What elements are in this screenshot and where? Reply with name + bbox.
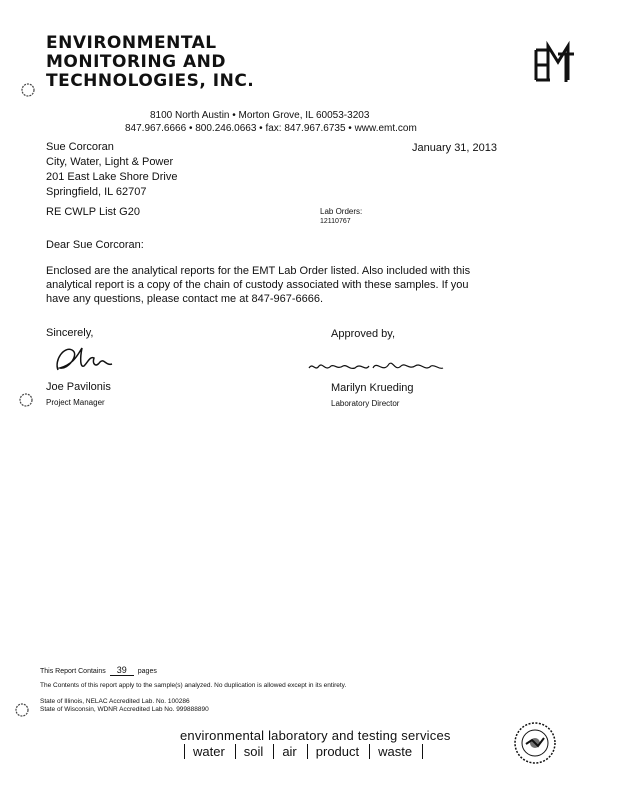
lab-orders-label: Lab Orders: [320, 207, 363, 216]
letter-body [46, 264, 470, 306]
category-soil: soil [235, 744, 274, 759]
body-line: Enclosed are the analytical reports for the EMT Lab Order listed. Also included with this [46, 265, 471, 277]
pages-count: 39 [110, 665, 134, 676]
recipient-line: 201 East Lake Shore Drive [46, 171, 178, 183]
certification-line: State of Illinois, NELAC Accredited Lab. No. 100286 [40, 698, 190, 705]
category-waste: waste [369, 744, 423, 759]
accreditation-seal-icon [512, 720, 558, 766]
punch-hole-icon [14, 702, 30, 718]
closing-approved: Approved by, [331, 328, 396, 340]
company-name [46, 34, 254, 91]
signature-krueding-icon [305, 354, 445, 378]
certification-line: State of Wisconsin, WDNR Accredited Lab No. 999888890 [40, 706, 209, 713]
re-line: RE CWLP List G20 [46, 206, 140, 218]
recipient-block [46, 140, 177, 200]
salutation: Dear Sue Corcoran: [46, 239, 144, 251]
closing-sincerely: Sincerely, [46, 327, 94, 339]
signer-name: Marilyn Krueding [331, 382, 414, 394]
company-line-1: ENVIRONMENTAL [46, 33, 217, 53]
page-count-line [40, 665, 157, 676]
company-line-3: TECHNOLOGIES, INC. [46, 71, 255, 91]
recipient-line: City, Water, Light & Power [46, 156, 174, 168]
signer-name: Joe Pavilonis [46, 381, 111, 393]
pages-prefix: This Report Contains [40, 668, 106, 675]
services-tagline: environmental laboratory and testing services [180, 728, 451, 743]
recipient-line: Sue Corcoran [46, 141, 114, 153]
lab-orders-number: 12110767 [320, 218, 351, 225]
punch-hole-icon [20, 82, 36, 98]
recipient-line: Springfield, IL 62707 [46, 186, 147, 198]
signer-title: Project Manager [46, 398, 105, 407]
category-air: air [273, 744, 306, 759]
category-water: water [184, 744, 235, 759]
category-product: product [307, 744, 369, 759]
company-address: 8100 North Austin • Morton Grove, IL 60053-3203 [150, 110, 370, 121]
certifications [40, 698, 209, 714]
company-phones: 847.967.6666 • 800.246.0663 • fax: 847.967.6735 • www.emt.com [125, 123, 417, 134]
body-line: analytical report is a copy of the chain of custody associated with these samples. If you [46, 279, 469, 291]
emt-logo-icon [530, 40, 578, 84]
company-line-2: MONITORING AND [46, 52, 226, 72]
service-categories [184, 744, 423, 759]
signature-pavilonis-icon [50, 340, 120, 376]
body-line: have any questions, please contact me at 847-967-6666. [46, 293, 324, 305]
letter-date: January 31, 2013 [412, 142, 498, 154]
pages-suffix: pages [137, 668, 157, 675]
signer-title: Laboratory Director [331, 399, 400, 408]
punch-hole-icon [18, 392, 34, 408]
contents-note: The Contents of this report apply to the sample(s) analyzed. No duplication is allowed except in its entirety. [40, 682, 347, 689]
